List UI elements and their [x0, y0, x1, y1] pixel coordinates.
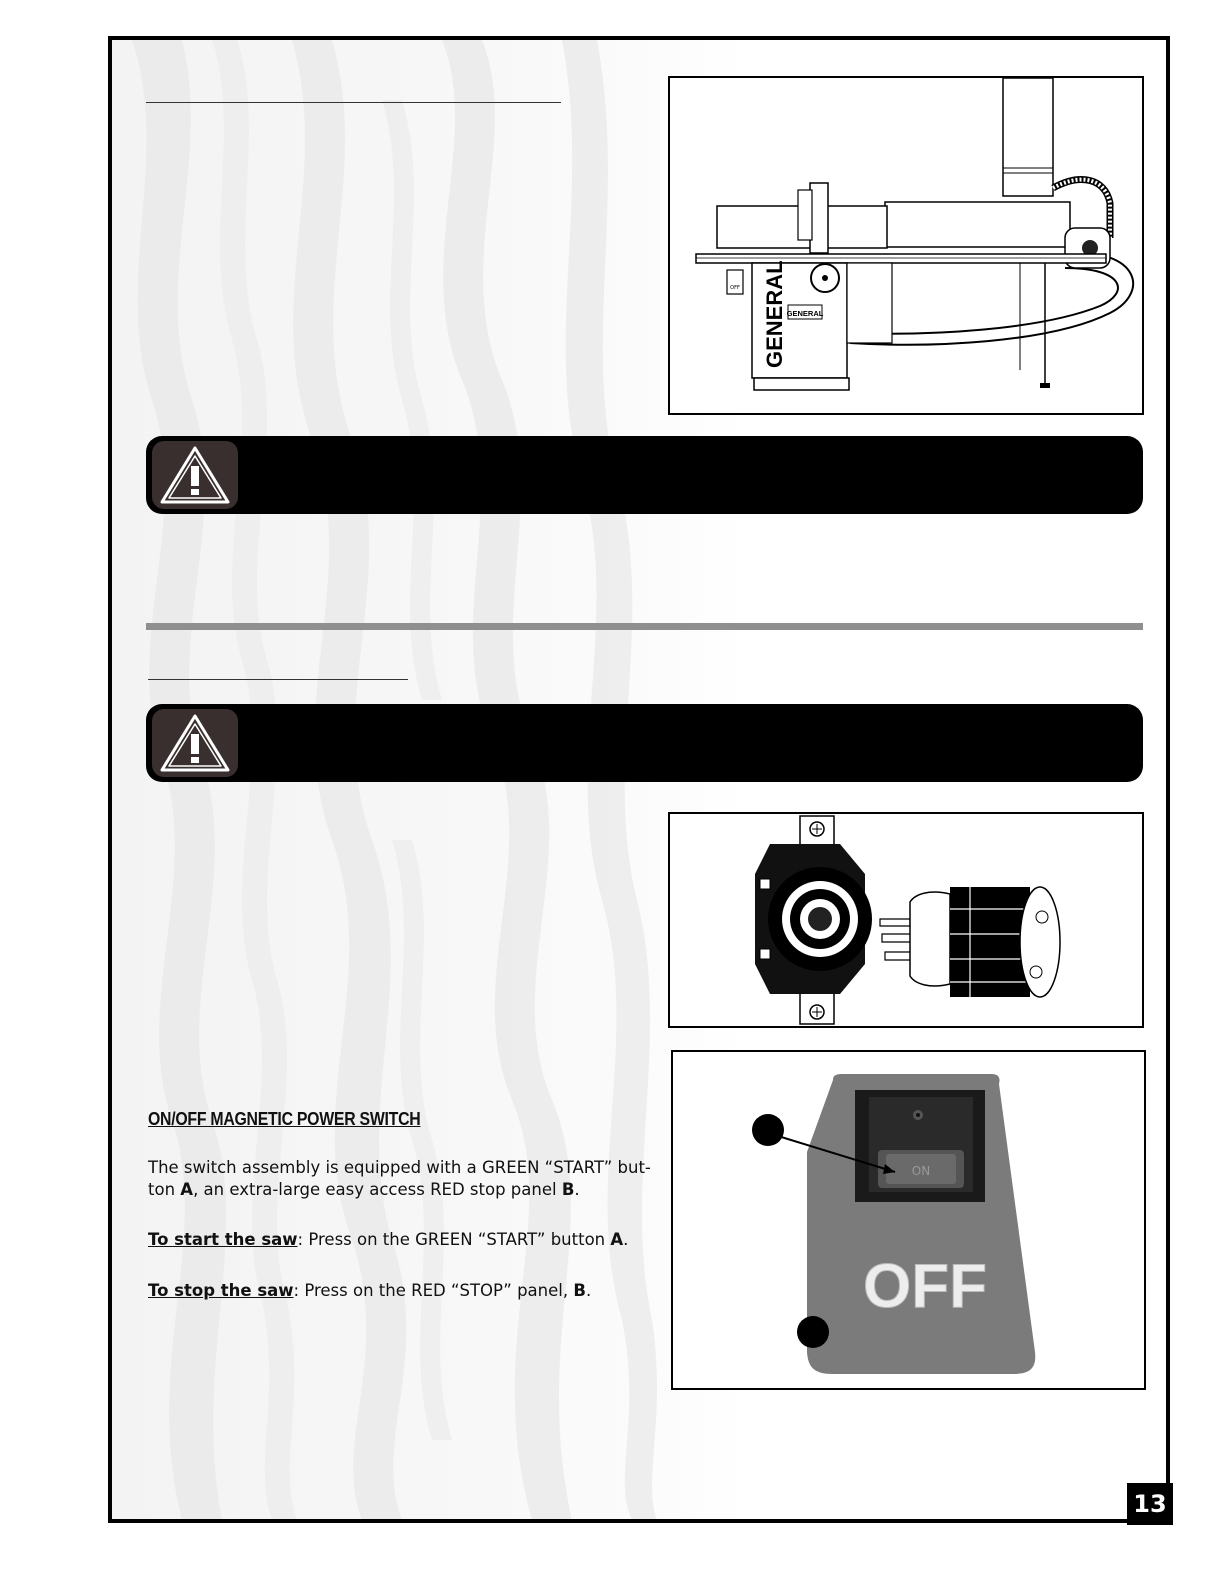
warning-banner-2 [146, 704, 1143, 782]
warning-tile [152, 709, 238, 777]
heading-underline-top [146, 102, 561, 103]
start-end: . [623, 1230, 629, 1249]
section-divider [146, 623, 1143, 630]
warning-banner-1 [146, 436, 1143, 514]
para1-text-mid: , an extra-large easy access RED stop panel [193, 1180, 562, 1199]
ref-b: B [561, 1180, 575, 1199]
start-ref: A [610, 1230, 624, 1249]
callout-b-marker [797, 1316, 829, 1348]
switch-off-label[interactable]: OFF [863, 1252, 987, 1321]
callout-a-marker [752, 1114, 784, 1146]
para1-text-end: . [574, 1180, 580, 1199]
switch-description [148, 1157, 653, 1201]
start-text: : Press on the GREEN “START” button [297, 1230, 611, 1249]
warning-triangle-icon [158, 444, 232, 506]
table-saw-illustration [670, 78, 1142, 413]
stop-label: To stop the saw [148, 1281, 294, 1300]
saw-brand-vertical: GENERAL [762, 260, 787, 368]
warning-triangle-icon [158, 712, 232, 774]
switch-on-label[interactable]: ON [911, 1164, 931, 1178]
power-switch-illustration [673, 1052, 1144, 1388]
figure-plug-receptacle [668, 812, 1144, 1028]
para1-text-before: The switch assembly is equipped with a GREEN “START” but-ton [148, 1158, 651, 1199]
saw-switch-label: OFF [730, 285, 740, 291]
start-label: To start the saw [148, 1230, 298, 1249]
figure-table-saw [668, 76, 1144, 415]
figure-power-switch [671, 1050, 1146, 1390]
heading-underline-mid [148, 679, 408, 680]
ref-a: A [180, 1180, 194, 1199]
start-instruction [148, 1229, 653, 1251]
stop-ref: B [573, 1281, 586, 1300]
switch-section-heading: ON/OFF MAGNETIC POWER SWITCH [148, 1109, 421, 1129]
page-number: 13 [1127, 1483, 1173, 1525]
stop-end: . [585, 1281, 592, 1300]
stop-instruction [148, 1280, 653, 1302]
page-frame [108, 36, 1170, 1523]
stop-text: : Press on the RED “STOP” panel, [293, 1281, 574, 1300]
saw-brand-plate: GENERAL [786, 309, 824, 318]
warning-tile [152, 441, 238, 509]
plug-receptacle-illustration [670, 814, 1142, 1026]
